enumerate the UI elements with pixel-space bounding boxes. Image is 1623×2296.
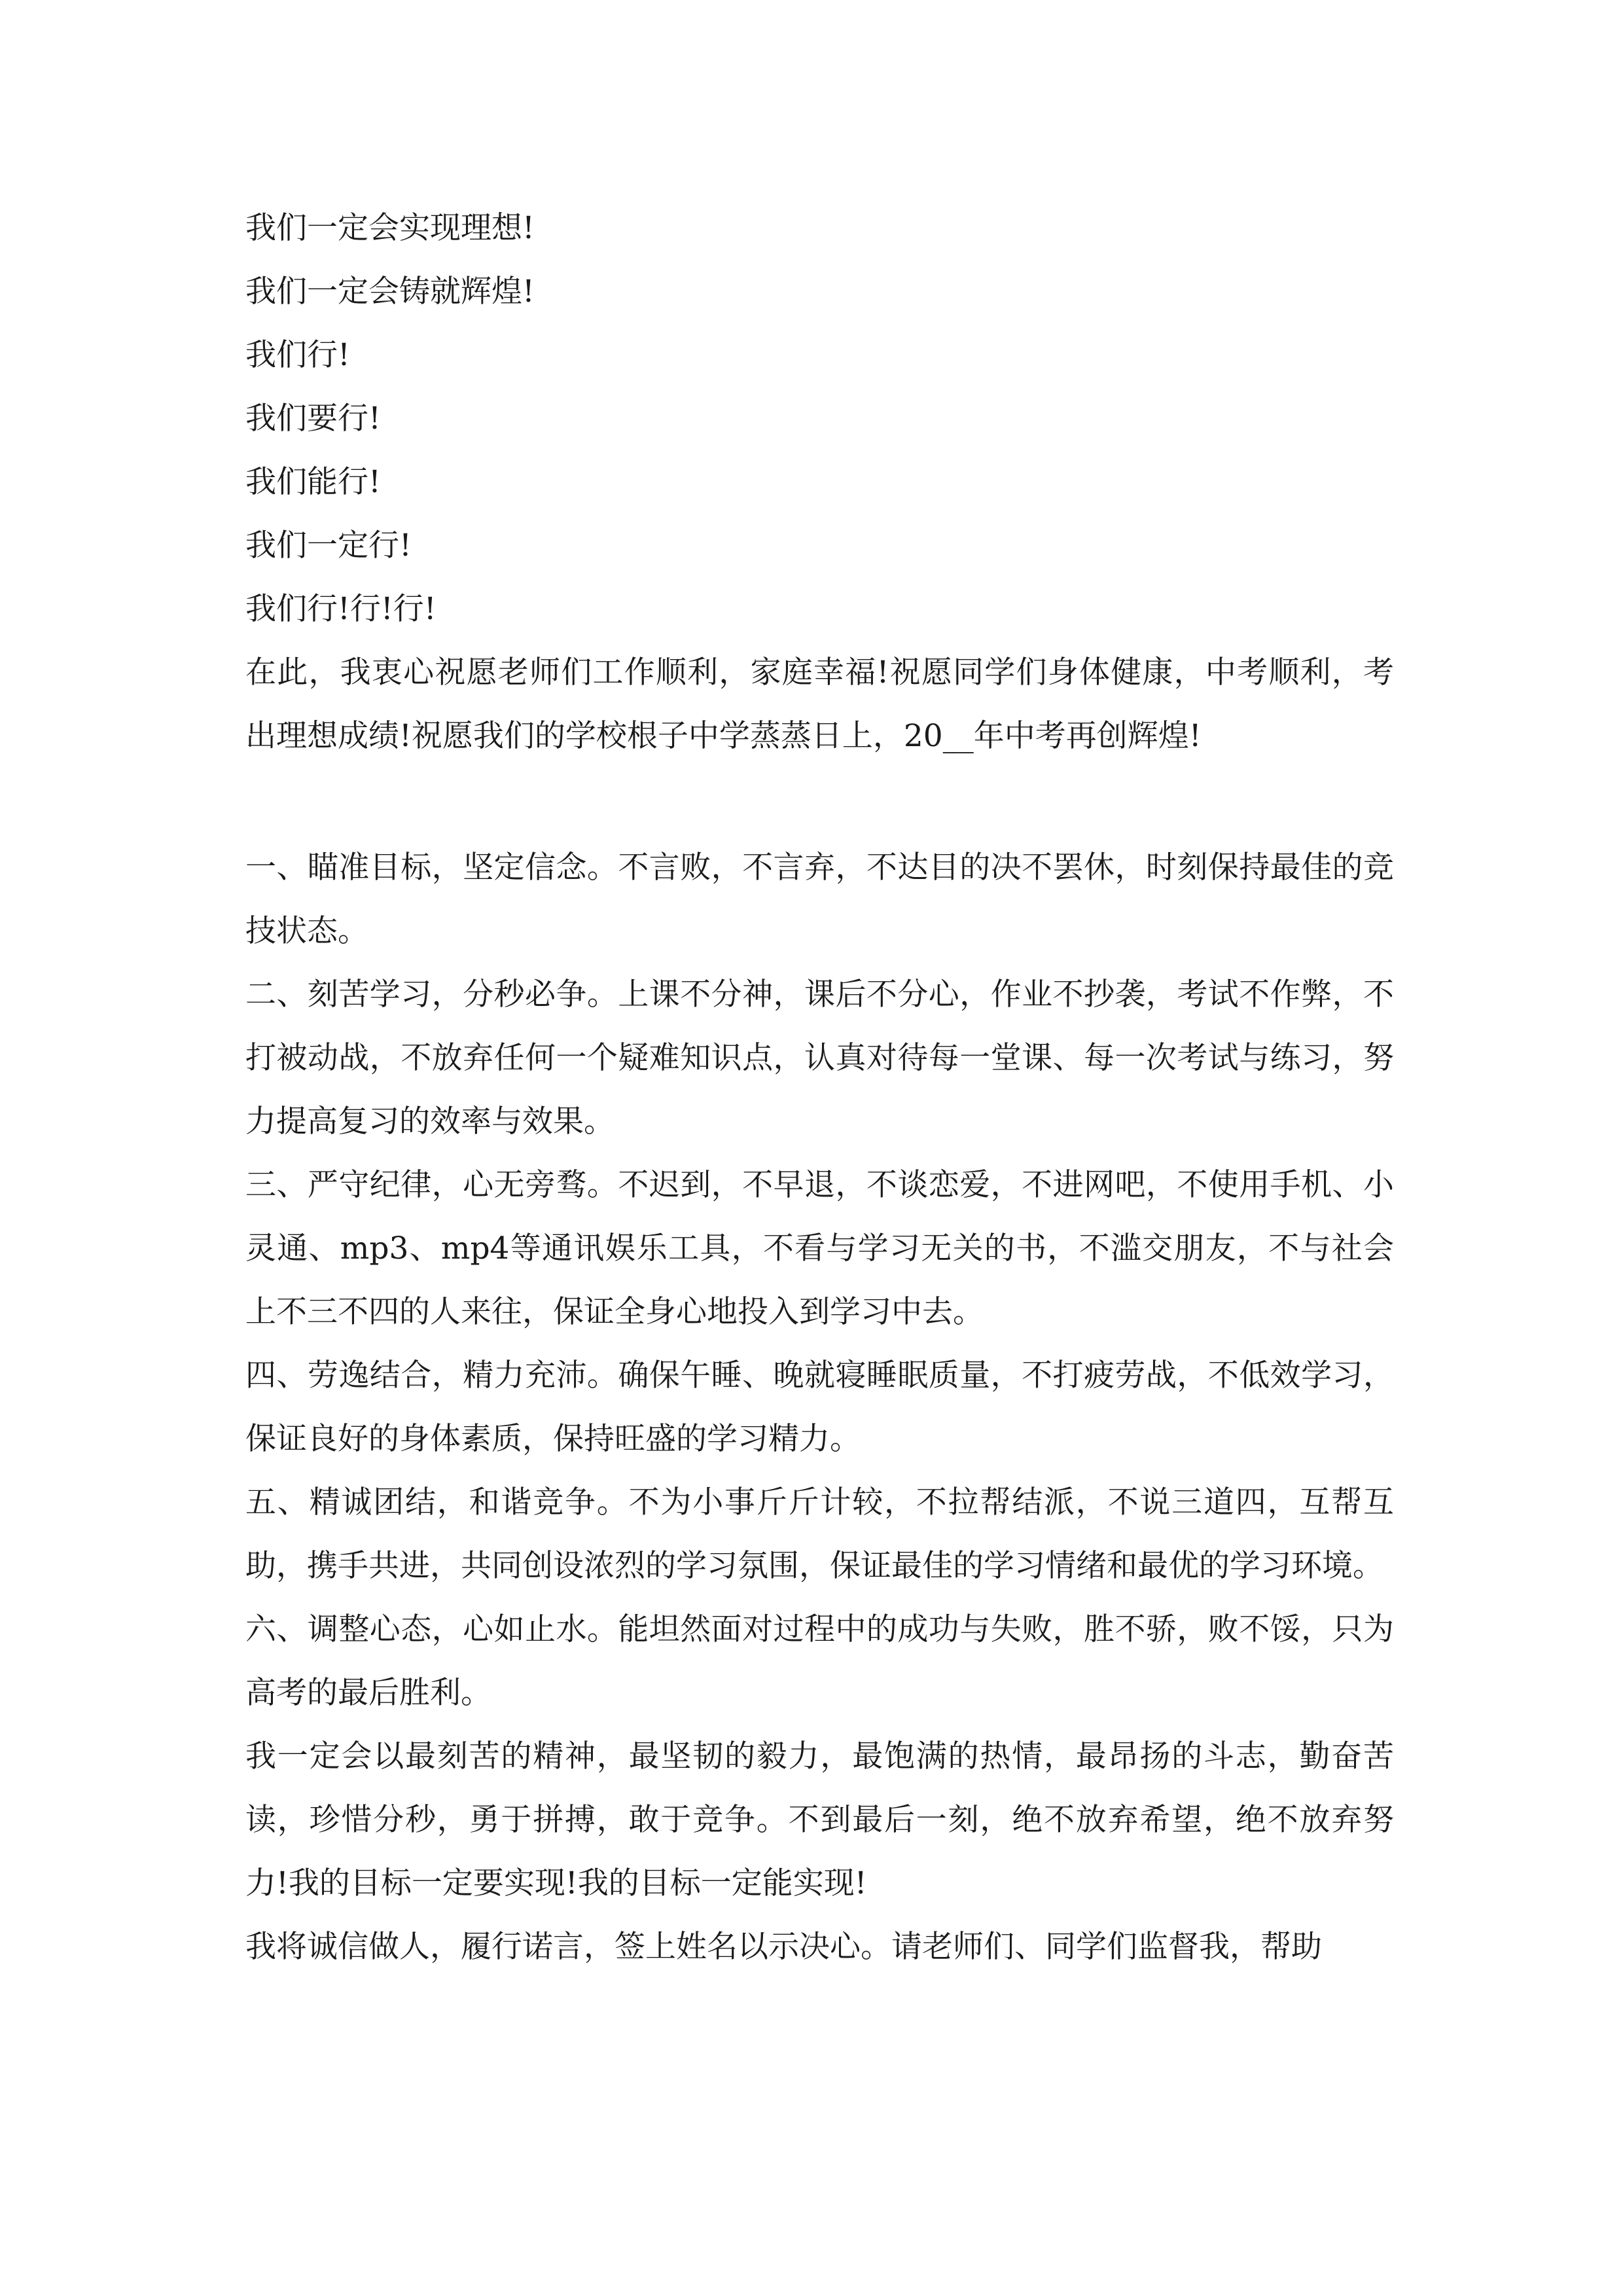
- slogan-line: 我们一定会铸就辉煌!: [245, 274, 535, 310]
- slogan-line: 我们行!行!行!: [245, 591, 437, 627]
- pledge-commitment-paragraph: 我一定会以最刻苦的精神，最坚韧的毅力，最饱满的热情，最昂扬的斗志，勤奋苦读，珍惜分秒，勇于拼搏，敢于竞争。不到最后一刻，绝不放弃希望，绝不放弃努力!我的目标一定要实现!我的目标一定能实现!: [245, 1738, 1394, 1901]
- slogan-line: 我们行!: [245, 337, 350, 373]
- slogan-line: 我们能行!: [245, 464, 381, 500]
- closing-wish-paragraph: 在此，我衷心祝愿老师们工作顺利，家庭幸福!祝愿同学们身体健康，中考顺利，考出理想成绩!祝愿我们的学校根子中学蒸蒸日上，20__年中考再创辉煌!: [245, 655, 1394, 754]
- slogan-line: 我们要行!: [245, 401, 381, 437]
- pledge-item-4: 四、劳逸结合，精力充沛。确保午睡、晚就寝睡眠质量，不打疲劳战，不低效学习，保证良好的身体素质，保持旺盛的学习精力。: [245, 1357, 1394, 1457]
- pledge-section: [245, 836, 1394, 1979]
- pledge-item-1: 一、瞄准目标，坚定信念。不言败，不言弃，不达目的决不罢休，时刻保持最佳的竞技状态。: [245, 850, 1394, 949]
- pledge-item-5: 五、精诚团结，和谐竞争。不为小事斤斤计较，不拉帮结派，不说三道四，互帮互助，携手共进，共同创设浓烈的学习氛围，保证最佳的学习情绪和最优的学习环境。: [245, 1484, 1394, 1584]
- pledge-item-6: 六、调整心态，心如止水。能坦然面对过程中的成功与失败，胜不骄，败不馁，只为高考的最后胜利。: [245, 1611, 1394, 1711]
- pledge-item-2: 二、刻苦学习，分秒必争。上课不分神，课后不分心，作业不抄袭，考试不作弊，不打被动战，不放弃任何一个疑难知识点，认真对待每一堂课、每一次考试与练习，努力提高复习的效率与效果。: [245, 977, 1394, 1139]
- pledge-item-3: 三、严守纪律，心无旁骛。不迟到，不早退，不谈恋爱，不进网吧，不使用手机、小灵通、mp3、mp4等通讯娱乐工具，不看与学习无关的书，不滥交朋友，不与社会上不三不四的人来往，保证全身心地投入到学习中去。: [245, 1167, 1394, 1330]
- pledge-signature-paragraph: 我将诚信做人，履行诺言，签上姓名以示决心。请老师们、同学们监督我，帮助: [245, 1929, 1322, 1965]
- slogan-section: [245, 196, 1394, 768]
- slogan-line: 我们一定行!: [245, 528, 412, 564]
- slogan-line: 我们一定会实现理想!: [245, 210, 535, 246]
